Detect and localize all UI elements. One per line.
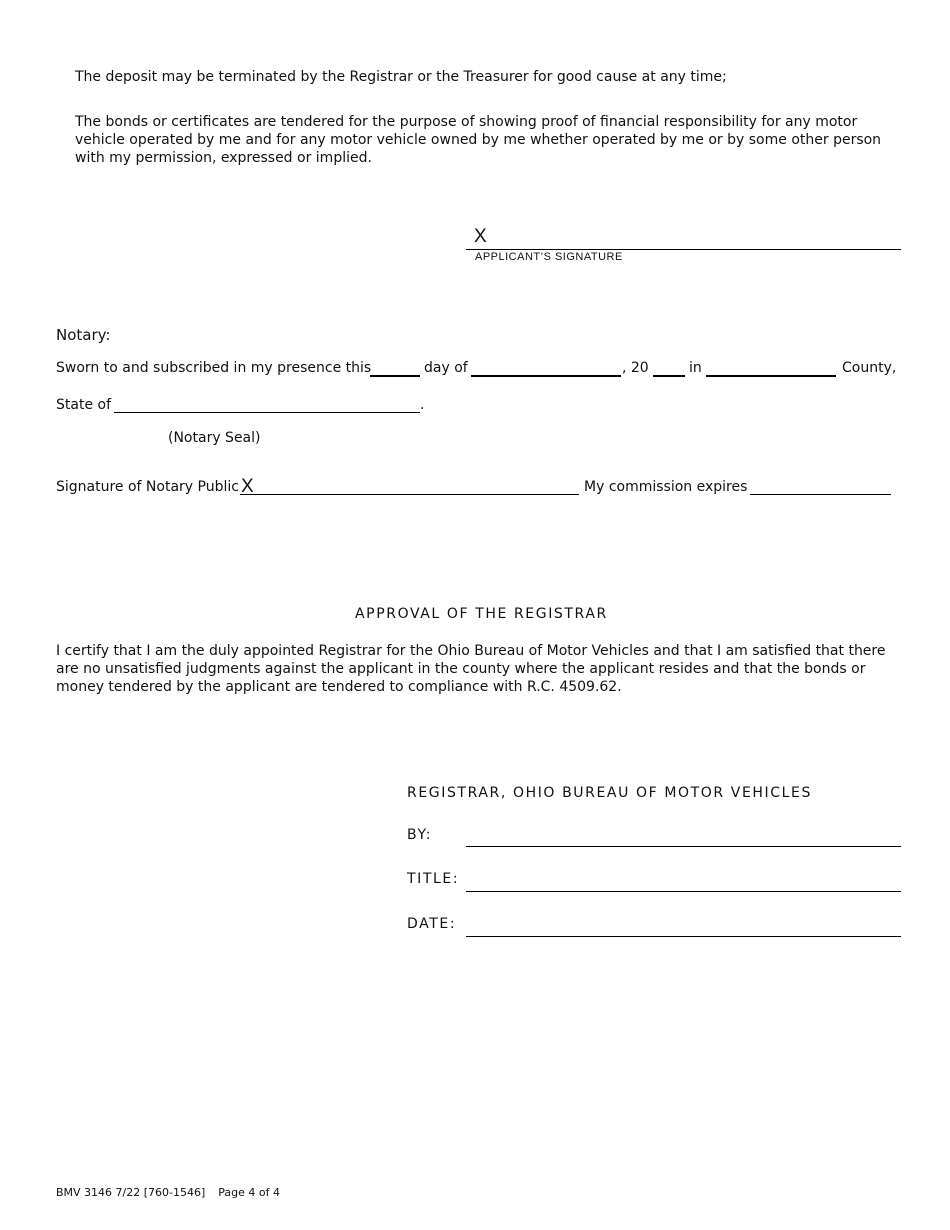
in-label: in (689, 360, 702, 376)
sworn-month-field[interactable] (471, 375, 621, 377)
bonds-purpose-text: The bonds or certificates are tendered for the purpose of showing proof of financial responsibility for any motor vehicle operated by me and for any motor vehicle owned by me whether operated by me or by some other person with my permission, expressed or implied. (75, 114, 882, 166)
commission-expires-field[interactable] (750, 494, 891, 495)
registrar-heading: REGISTRAR, OHIO BUREAU OF MOTOR VEHICLES (407, 785, 812, 801)
sworn-text: Sworn to and subscribed in my presence this (56, 360, 372, 376)
notary-signature-label: Signature of Notary Public (56, 479, 239, 495)
by-label: BY: (407, 827, 433, 843)
notary-signature-line[interactable] (240, 494, 579, 495)
date-label: DATE: (407, 916, 457, 932)
notary-seal-label: (Notary Seal) (168, 430, 261, 446)
sworn-year-field[interactable] (653, 375, 685, 377)
by-field[interactable] (466, 846, 901, 847)
title-field[interactable] (466, 891, 901, 892)
applicant-signature-line[interactable] (466, 249, 901, 250)
page-number: Page 4 of 4 (218, 1186, 281, 1199)
state-label: State of (56, 397, 112, 413)
state-period: . (420, 397, 425, 413)
deposit-termination-text: The deposit may be terminated by the Registrar or the Treasurer for good cause at any time; (75, 69, 727, 85)
approval-heading: APPROVAL OF THE REGISTRAR (355, 606, 608, 622)
notary-signature-x-mark: X (241, 476, 254, 497)
title-label: TITLE: (407, 871, 460, 887)
applicant-signature-x-mark: X (474, 226, 487, 247)
commission-expires-label: My commission expires (584, 479, 748, 495)
date-field[interactable] (466, 936, 901, 937)
day-of-label: day of (424, 360, 468, 376)
applicant-signature-label: APPLICANT’S SIGNATURE (475, 251, 623, 263)
notary-heading: Notary: (56, 326, 111, 344)
county-field[interactable] (706, 375, 836, 377)
year-prefix-label: , 20 (622, 360, 649, 376)
county-label: County, (842, 360, 897, 376)
form-id: BMV 3146 7/22 [760-1546] (56, 1186, 206, 1199)
footer-form-id (56, 1186, 280, 1199)
sworn-day-field[interactable] (370, 375, 420, 377)
approval-certification-text: I certify that I am the duly appointed Registrar for the Ohio Bureau of Motor Vehicles and that I am satisfied that there are no unsatisfied judgments against the applicant in the county where the applicant resides and that the bonds or money tendered by the applicant are tendered to compliance with R.C. 4509.62. (56, 643, 886, 695)
state-field[interactable] (114, 412, 420, 413)
